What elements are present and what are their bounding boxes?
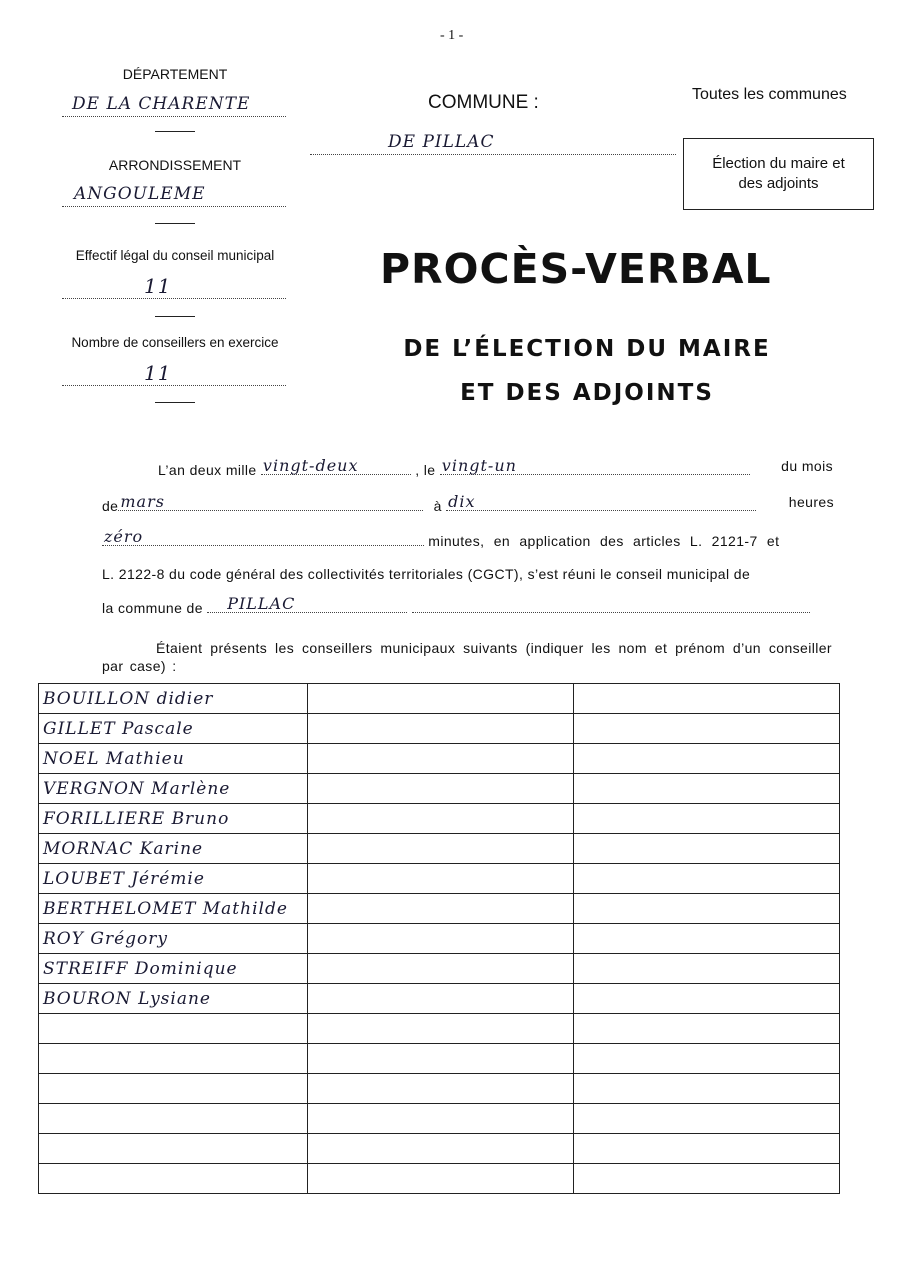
councillor-cell: [39, 894, 308, 924]
table-row: [39, 1164, 840, 1194]
table-row: [39, 684, 840, 714]
councillor-cell: [308, 744, 574, 774]
councillor-cell: [39, 774, 308, 804]
councillor-cell: [308, 954, 574, 984]
councillor-cell: [39, 924, 308, 954]
councillor-cell: [308, 804, 574, 834]
councillor-cell: [308, 1044, 574, 1074]
councillor-name: VERGNON Marlène: [43, 778, 231, 799]
arrondissement-label: ARRONDISSEMENT: [108, 157, 242, 173]
table-row: [39, 1134, 840, 1164]
councillor-cell: [308, 924, 574, 954]
exercice-label: Nombre de conseillers en exercice: [71, 335, 279, 350]
councillor-name: STREIFF Dominique: [43, 958, 238, 979]
departement-label: DÉPARTEMENT: [122, 66, 228, 82]
table-row: [39, 1014, 840, 1044]
month-line: [102, 494, 834, 514]
document-title: PROCÈS-VERBAL: [380, 245, 772, 293]
text-segment: heures: [788, 494, 834, 510]
councillor-cell: [308, 984, 574, 1014]
councillor-cell: [308, 1104, 574, 1134]
table-row: [39, 924, 840, 954]
councillor-cell: [39, 1044, 308, 1074]
divider: [155, 223, 195, 224]
councillor-cell: [308, 684, 574, 714]
commune-field: [310, 132, 676, 155]
year-value: vingt-deux: [262, 456, 359, 475]
legal-line: L. 2122-8 du code général des collectivités territoriales (CGCT), s’est réuni le conseil municipal de: [102, 566, 751, 582]
effectif-field: [62, 276, 286, 299]
text-segment: minutes, en application des articles L. 2121-7 et: [428, 533, 780, 549]
date-line: [158, 458, 833, 478]
councillor-cell: [574, 864, 840, 894]
councillor-cell: [574, 774, 840, 804]
effectif-label: Effectif légal du conseil municipal: [75, 248, 275, 263]
table-row: [39, 864, 840, 894]
councillor-cell: [39, 864, 308, 894]
councillor-cell: [574, 1044, 840, 1074]
councillor-cell: [308, 894, 574, 924]
councillor-cell: [574, 984, 840, 1014]
councillor-cell: [574, 684, 840, 714]
councillor-cell: [308, 1074, 574, 1104]
councillor-cell: [574, 744, 840, 774]
text-segment: , le: [415, 462, 436, 478]
election-type-box: [683, 138, 874, 210]
commune-line: [102, 596, 834, 616]
hour-field: [446, 494, 756, 511]
councillor-name: ROY Grégory: [43, 928, 168, 949]
councillor-cell: [39, 804, 308, 834]
councillor-cell: [39, 1164, 308, 1194]
table-row: [39, 714, 840, 744]
table-row: [39, 744, 840, 774]
councillor-name: BOUILLON didier: [43, 688, 214, 709]
arrondissement-field: [62, 184, 286, 207]
councillor-cell: [39, 984, 308, 1014]
councillor-cell: [574, 834, 840, 864]
councillor-cell: [308, 714, 574, 744]
councillor-name: FORILLIERE Bruno: [43, 808, 230, 829]
councillor-cell: [574, 1134, 840, 1164]
councillor-cell: [308, 1134, 574, 1164]
commune-name-field: [207, 596, 407, 613]
councillor-cell: [39, 1104, 308, 1134]
councillor-cell: [574, 804, 840, 834]
commune-name-value: PILLAC: [227, 594, 296, 613]
text-segment: L’an deux mille: [158, 462, 257, 478]
councillor-cell: [308, 864, 574, 894]
councillor-name: NOEL Mathieu: [43, 748, 185, 769]
presents-intro: Étaient présents les conseillers municipaux suivants (indiquer les nom et prénom d’un conseiller par case) :: [102, 640, 832, 674]
councillor-cell: [574, 924, 840, 954]
table-row: [39, 954, 840, 984]
text-segment: la commune de: [102, 600, 203, 616]
councillor-cell: [574, 714, 840, 744]
scope-note: Toutes les communes: [692, 86, 847, 103]
document-subtitle-line1: DE L’ÉLECTION DU MAIRE: [403, 336, 771, 362]
minute-value: zéro: [104, 527, 144, 546]
councillor-name: LOUBET Jérémie: [43, 868, 205, 889]
departement-field: [62, 94, 286, 117]
departement-value: DE LA CHARENTE: [72, 94, 251, 114]
table-row: [39, 834, 840, 864]
month-value: mars: [120, 492, 165, 511]
commune-label: COMMUNE :: [428, 92, 539, 113]
exercice-value: 11: [144, 361, 172, 385]
councillor-name: BERTHELOMET Mathilde: [43, 898, 288, 919]
councillor-cell: [574, 1014, 840, 1044]
councillor-cell: [574, 1074, 840, 1104]
councillor-cell: [39, 684, 308, 714]
day-field: [440, 458, 750, 475]
exercice-field: [62, 363, 286, 386]
month-field: [118, 494, 423, 511]
councillors-table: [38, 683, 840, 1194]
page-number: - 1 -: [440, 28, 464, 43]
table-row: [39, 1074, 840, 1104]
document-subtitle-line2: ET DES ADJOINTS: [460, 380, 714, 406]
table-row: [39, 804, 840, 834]
councillor-cell: [574, 1104, 840, 1134]
minute-line: [102, 529, 834, 549]
election-type-label: Élection du maire et des adjoints: [712, 154, 845, 192]
table-row: [39, 894, 840, 924]
table-row: [39, 774, 840, 804]
divider: [155, 316, 195, 317]
councillor-cell: [574, 954, 840, 984]
councillor-name: GILLET Pascale: [43, 718, 194, 739]
councillor-name: BOURON Lysiane: [43, 988, 211, 1009]
councillor-cell: [39, 744, 308, 774]
commune-extra-field: [412, 596, 810, 613]
minute-field: [102, 529, 424, 546]
table-row: [39, 984, 840, 1014]
councillor-cell: [308, 1014, 574, 1044]
councillor-cell: [39, 954, 308, 984]
effectif-value: 11: [144, 274, 172, 298]
text-segment: du mois: [781, 458, 833, 474]
councillor-name: MORNAC Karine: [43, 838, 204, 859]
councillor-cell: [574, 894, 840, 924]
councillor-cell: [308, 774, 574, 804]
councillor-cell: [308, 834, 574, 864]
councillor-cell: [39, 1014, 308, 1044]
arrondissement-value: ANGOULEME: [74, 184, 206, 204]
commune-value: DE PILLAC: [388, 132, 495, 152]
day-value: vingt-un: [441, 456, 517, 475]
councillor-cell: [574, 1164, 840, 1194]
councillor-cell: [308, 1164, 574, 1194]
table-row: [39, 1104, 840, 1134]
divider: [155, 131, 195, 132]
year-field: [261, 458, 411, 475]
text-segment: à: [433, 498, 442, 514]
table-row: [39, 1044, 840, 1074]
text-segment: de: [102, 498, 119, 514]
hour-value: dix: [448, 492, 476, 511]
councillor-cell: [39, 1134, 308, 1164]
councillor-cell: [39, 714, 308, 744]
councillor-cell: [39, 1074, 308, 1104]
divider: [155, 402, 195, 403]
councillor-cell: [39, 834, 308, 864]
